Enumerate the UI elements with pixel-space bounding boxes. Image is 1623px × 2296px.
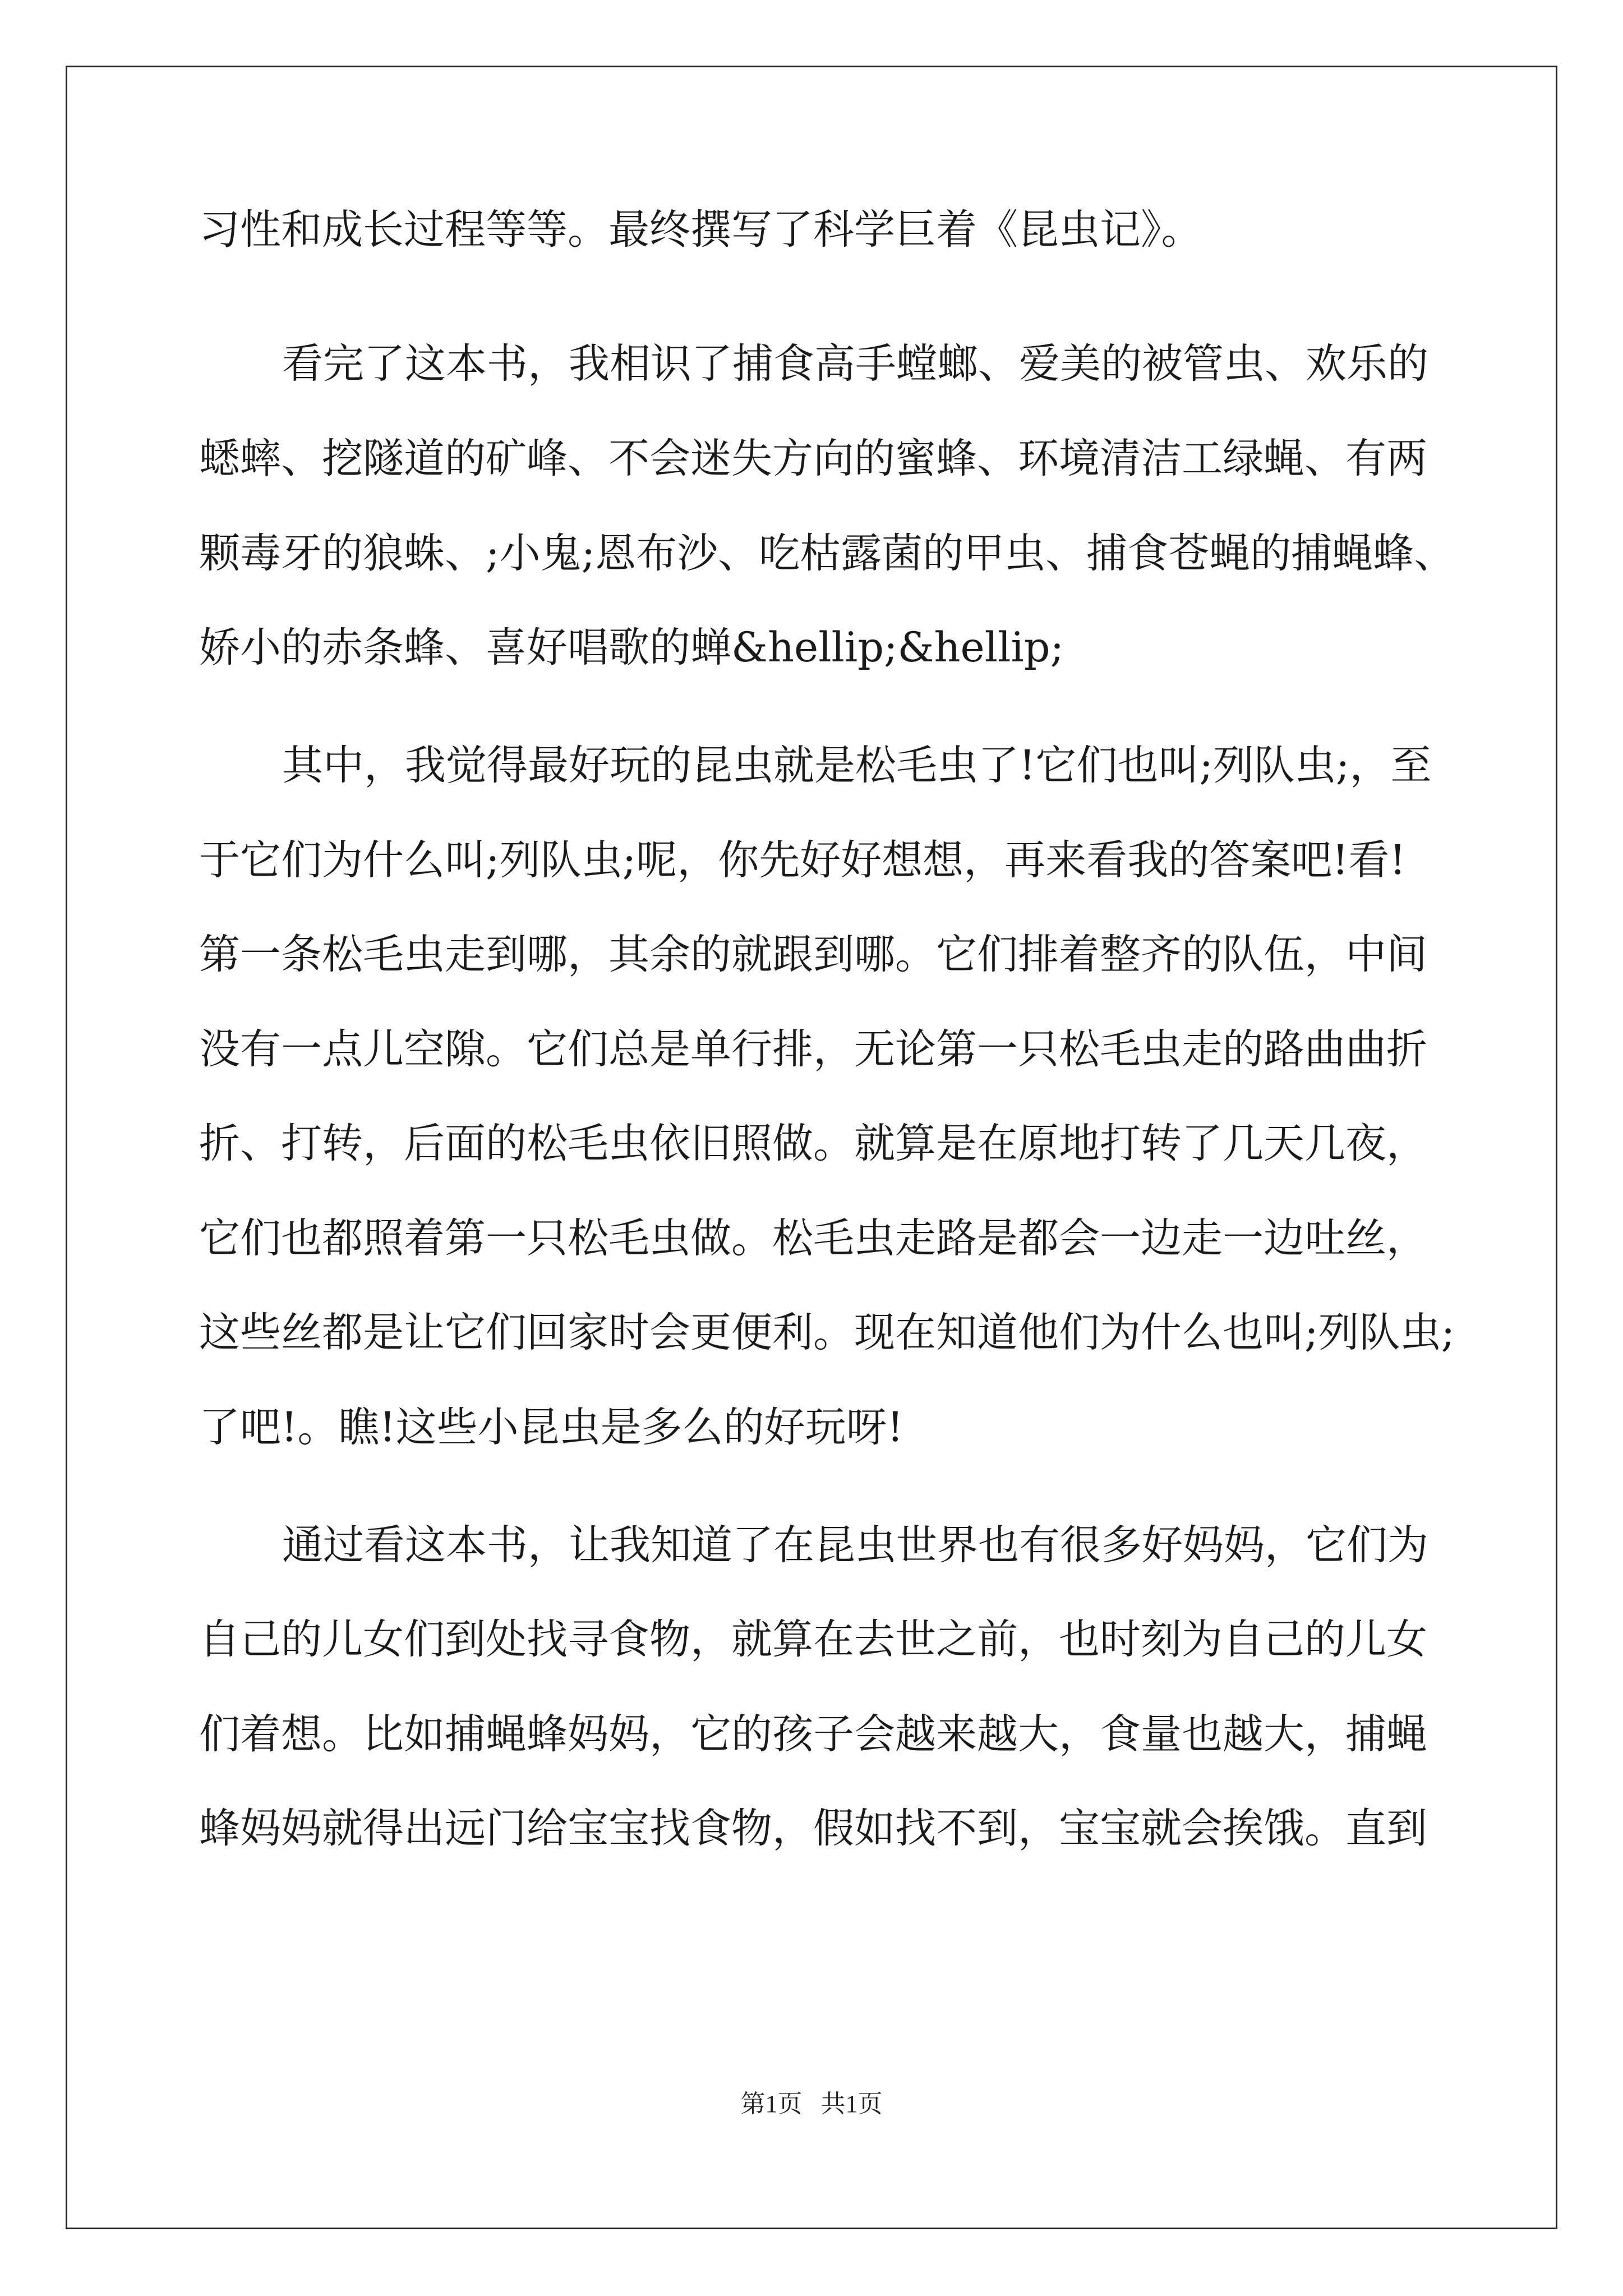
text-line: 蟋蟀、挖隧道的矿峰、不会迷失方向的蜜蜂、环境清洁工绿蝇、有两: [199, 435, 1427, 482]
text-line: 第一条松毛虫走到哪，其余的就跟到哪。它们排着整齐的队伍，中间: [199, 931, 1427, 978]
text-line: 们着想。比如捕蝇蜂妈妈，它的孩子会越来越大，食量也越大，捕蝇: [199, 1710, 1427, 1758]
text-line: 自己的儿女们到处找寻食物，就算在去世之前，也时刻为自己的儿女: [199, 1616, 1427, 1663]
text-line: 通过看这本书，让我知道了在昆虫世界也有很多好妈妈，它们为: [282, 1521, 1428, 1569]
text-line: 没有一点儿空隙。它们总是单行排，无论第一只松毛虫走的路曲曲折: [199, 1025, 1427, 1073]
text-line: 其中，我觉得最好玩的昆虫就是松毛虫了!它们也叫;列队虫;，至: [282, 742, 1432, 789]
page-number: 第1页 共1页: [740, 2090, 883, 2118]
text-line: 它们也都照着第一只松毛虫做。松毛虫走路是都会一边走一边吐丝，: [199, 1214, 1427, 1262]
text-line: 这些丝都是让它们回家时会更便利。现在知道他们为什么也叫;列队虫;: [199, 1309, 1455, 1356]
text-line: 蜂妈妈就得出远门给宝宝找食物，假如找不到，宝宝就会挨饿。直到: [199, 1805, 1427, 1852]
text-line: 了吧!。瞧!这些小昆虫是多么的好玩呀!: [199, 1404, 904, 1451]
text-line: 于它们为什么叫;列队虫;呢，你先好好想想，再来看我的答案吧!看!: [199, 836, 1406, 884]
text-line: 娇小的赤条蜂、喜好唱歌的蝉&hellip;&hellip;: [199, 624, 1064, 671]
text-line: 看完了这本书，我相识了捕食高手螳螂、爱美的被管虫、欢乐的: [282, 340, 1428, 388]
text-line: 折、打转，后面的松毛虫依旧照做。就算是在原地打转了几天几夜，: [199, 1120, 1427, 1167]
text-line: 颗毒牙的狼蛛、;小鬼;恩布沙、吃枯露菌的甲虫、捕食苍蝇的捕蝇蜂、: [199, 530, 1455, 577]
text-line: 习性和成长过程等等。最终撰写了科学巨着《昆虫记》。: [199, 206, 1202, 254]
